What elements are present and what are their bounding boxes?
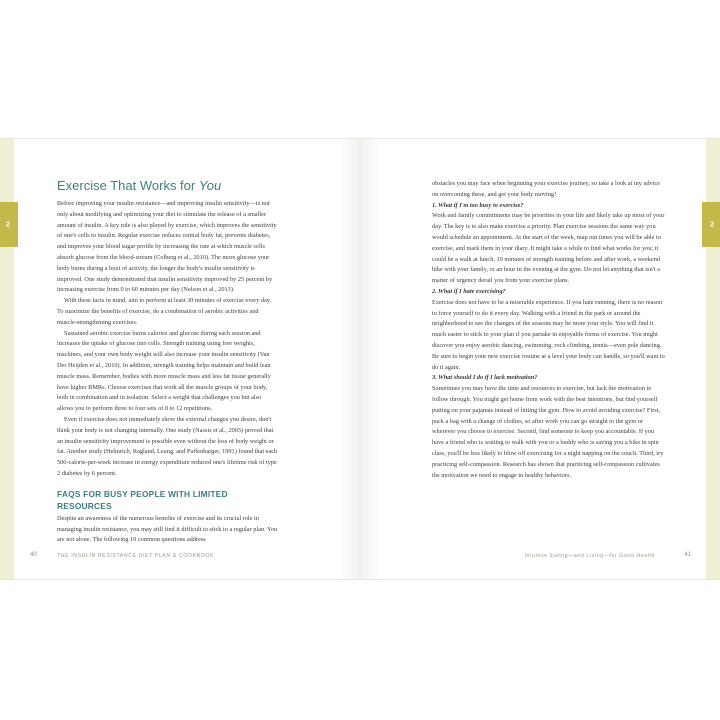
faq-answer: Sometimes you may have the time and resources to exercise, but lack the motivation to follow through. You might get home from work with the best intentions, but find yourself putting on your pajamas instead of hitting the gym. How to avoid avoiding exercise? First, pack a bag with a change of clothes, so after work you can go straight to the gym or wherever you choose to exercise. Second, find someone to keep you accountable. If you have a friend who is waiting to walk with you or a buddy who is saving you a bike in spin class, you'll be less likely to blow off exercising for a night napping on the couch. Third, try practicing self-compassion. Research has shown that practicing self-compassion cultivates the motivation we need to engage in healthy behaviors. <box>432 385 664 479</box>
faq-question: 1. What if I'm too busy to exercise? <box>432 201 524 209</box>
running-footer-left: THE INSULIN RESISTANCE DIET PLAN & COOKBOOK <box>57 553 215 559</box>
page-number-left: 40 <box>30 552 37 558</box>
faq-question: 2. What if I hate exercising? <box>432 287 506 295</box>
faq-question: 3. What should I do if I lack motivation? <box>432 374 538 382</box>
title-italic: You <box>198 178 222 193</box>
page-title <box>57 178 279 194</box>
right-page-column <box>432 179 666 481</box>
chapter-tab-label: 2 <box>6 221 10 228</box>
paragraph: Even if exercise does not immediately show the external changes you desire, don't think your body is not changing internally. One study (Nassis et al., 2005) proved that an insulin sensitivity improvement is possible even without the loss of body weight or fat. Another study (Helmrich, Ragland, Leung, and Paffenbarger, 1991) found that each 500-calorie-per-week increase in energy expenditure reduced one's lifetime risk of type 2 diabetes by 6 percent. <box>57 415 278 477</box>
running-footer-right: Intuitive Eating—and Living—for Good Health <box>524 553 655 559</box>
title-plain: Exercise That Works for <box>57 178 199 193</box>
chapter-tab-right <box>702 202 720 247</box>
faq-answer: Work and family commitments may be priorities in your life and likely take up most of your day. The key is to also make exercise a priority. Plan exercise sessions the same way you would schedule an appointment. At the start of the week, map out times you will be able to exercise, and mark them in your diary. It might take a while to find what works for you; it could be a walk at lunch, 10 minutes of strength training before and after work, a weekend hike with your family, or an hour in the evening at the gym. Do not let anything that isn't a matter of urgency derail you from your exercise plans. <box>432 212 665 285</box>
chapter-tab-left <box>0 202 18 247</box>
paragraph: With these facts in mind, aim to perform at least 30 minutes of exercise every day. To maximize the benefits of exercise, do a combination of aerobic activities and muscle-strengthening exercises. <box>57 297 272 326</box>
faq-answer: Exercise does not have to be a miserable experience. If you hate running, there is no reason to force yourself to do it every day. Walking with a friend in the park or around the neighborhood to see the changes of the seasons may be more your style. You will find it much easier to stick to your plan if you partake in enjoyable forms of exercise. You might discover you enjoy aerobic dancing, swimming, rock climbing, tennis—even pole dancing. Be sure to begin your new exercise routine at a level your body can handle, so you'll want to do it again. <box>432 298 665 371</box>
chapter-tab-label: 2 <box>710 221 714 228</box>
paragraph: Despite an awareness of the numerous benefits of exercise and its crucial role in managing insulin resistance, you may still find it difficult to stick to a regular plan. You are not alone. The following 10 common questions address <box>57 514 278 544</box>
page-number-right: 41 <box>684 552 691 558</box>
left-page-column <box>57 178 279 546</box>
paragraph: Sustained aerobic exercise burns calories and glucose during each session and increases the uptake of glucose into cells. Strength training using free weights, machines, and your own body weight will also increase your insulin sensitivity (Van Der Heijden et al., 2010). In addition, strength training helps maintain and build lean muscle mass. Remember, bodies with more muscle mass and less fat tissue generally have higher BMRs. Choose exercises that work all the muscle groups of your body, both in combination and in isolation. Select a weight that challenges you but also allows you to perform three to four sets of 8 to 12 repetitions. <box>57 329 271 413</box>
section-subhead: FAQS FOR BUSY PEOPLE WITH LIMITED RESOURCES <box>57 488 228 511</box>
book-gutter <box>340 139 380 579</box>
paragraph: obstacles you may face when beginning your exercise journey, so take a look at my advice on overcoming these, and get your body moving! <box>432 180 660 198</box>
paragraph: Before improving your insulin resistance—and improving insulin sensitivity—is not only about modifying and optimizing your diet to stimulate the release of a smaller amount of insulin. A key role is also played by exercise, which improves the sensitivity of one's cells to insulin. Regular exercise reduces central body fat, prevents diabetes, and improves your blood sugar profile by increasing the rate at which muscle cells absorb glucose from the blood-stream (Colberg et al., 2010). The more glucose your body burns during a bout of activity, the longer the body's insulin sensitivity is improved. One study demonstrated that insulin sensitivity improved by 25 percent by increasing exercise from 0 to 60 minutes per day (Nelson et al., 2013). <box>57 200 277 294</box>
